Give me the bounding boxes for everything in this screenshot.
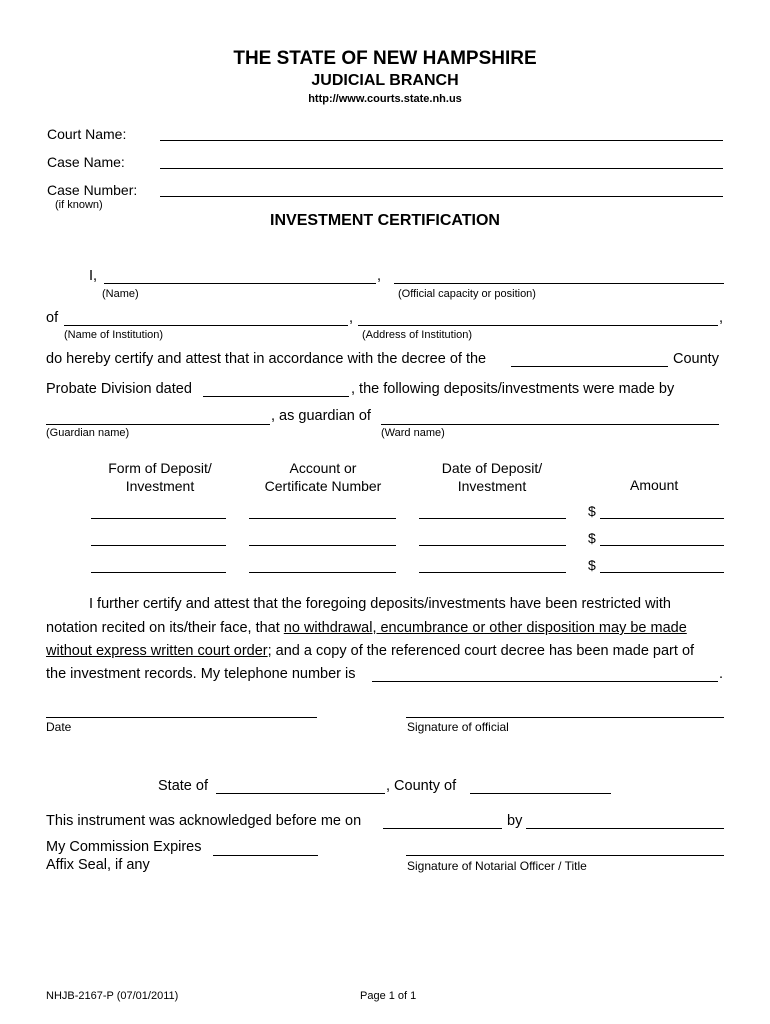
notary-signature-field[interactable] [406, 855, 724, 856]
decree-statement: do hereby certify and attest that in accordance with the decree of the [46, 351, 487, 367]
col-date-header [412, 459, 572, 495]
ward-caption: (Ward name) [381, 427, 445, 439]
telephone-field[interactable] [372, 681, 718, 682]
further-line4: the investment records. My telephone number is [46, 666, 356, 682]
row2-date-field[interactable] [419, 545, 566, 546]
commission-date-field[interactable] [213, 855, 318, 856]
col-date-header-line1: Date of Deposit/ [441, 460, 543, 476]
row3-amount-field[interactable] [600, 572, 724, 573]
decree-date-field[interactable] [203, 396, 349, 397]
state-of-label: State of [158, 778, 208, 794]
by-label: by [507, 813, 523, 829]
county-of-label: , County of [386, 778, 457, 794]
ward-name-field[interactable] [381, 424, 719, 425]
branch-title: JUDICIAL BRANCH [311, 72, 459, 89]
page-number: Page 1 of 1 [360, 990, 417, 1002]
address-comma: , [719, 310, 724, 326]
row1-form-field[interactable] [91, 518, 226, 519]
row3-date-field[interactable] [419, 572, 566, 573]
court-url: http://www.courts.state.nh.us [308, 93, 462, 105]
of-prefix: of [46, 310, 59, 326]
row3-account-field[interactable] [249, 572, 396, 573]
commission-label: My Commission Expires [46, 839, 202, 855]
court-name-label: Court Name: [47, 126, 127, 142]
date-field[interactable] [46, 717, 317, 718]
telephone-period: . [719, 666, 724, 682]
acknowledged-date-field[interactable] [383, 828, 502, 829]
name-field[interactable] [104, 283, 376, 284]
row2-amount-field[interactable] [600, 545, 724, 546]
case-number-field[interactable] [160, 196, 723, 197]
row1-date-field[interactable] [419, 518, 566, 519]
further-line3-plain: ; and a copy of the referenced court decree has been made part of [267, 643, 695, 659]
row3-dollar: $ [588, 557, 596, 573]
row3-form-field[interactable] [91, 572, 226, 573]
i-prefix: I, [89, 268, 98, 284]
further-line2-plain: notation recited on its/their face, that [46, 620, 284, 636]
row1-amount-field[interactable] [600, 518, 724, 519]
institution-comma: , [349, 310, 354, 326]
col-date-header-line2: Investment [457, 478, 527, 494]
form-title: INVESTMENT CERTIFICATION [270, 212, 500, 229]
further-line2 [46, 620, 687, 636]
capacity-caption: (Official capacity or position) [398, 288, 536, 300]
further-line2-underlined: no withdrawal, encumbrance or other disposition may be made [283, 620, 687, 636]
col-account-header-line2: Certificate Number [264, 478, 382, 494]
decree-county-field[interactable] [511, 366, 668, 367]
case-name-field[interactable] [160, 168, 723, 169]
if-known-caption: (if known) [55, 199, 103, 211]
deposits-text: , the following deposits/investments were made by [351, 381, 675, 397]
name-caption: (Name) [102, 288, 139, 300]
court-name-field[interactable] [160, 140, 723, 141]
guardian-caption: (Guardian name) [46, 427, 130, 439]
state-title: THE STATE OF NEW HAMPSHIRE [233, 48, 537, 69]
col-account-header [243, 459, 403, 495]
county-word: County [673, 351, 719, 367]
notary-county-field[interactable] [470, 793, 611, 794]
notary-signature-caption: Signature of Notarial Officer / Title [407, 859, 587, 873]
col-form-header-line2: Investment [125, 478, 195, 494]
acknowledged-by-field[interactable] [526, 828, 724, 829]
official-signature-field[interactable] [406, 717, 724, 718]
col-form-header-line1: Form of Deposit/ [108, 460, 212, 476]
institution-field[interactable] [64, 325, 348, 326]
affix-seal-text: Affix Seal, if any [46, 857, 150, 873]
further-line3 [46, 643, 694, 659]
date-caption: Date [46, 720, 72, 734]
row1-dollar: $ [588, 503, 596, 519]
guardian-of-text: , as guardian of [271, 408, 371, 424]
row2-form-field[interactable] [91, 545, 226, 546]
signature-caption: Signature of official [407, 720, 509, 734]
form-number: NHJB-2167-P (07/01/2011) [46, 990, 179, 1002]
guardian-name-field[interactable] [46, 424, 270, 425]
case-name-label: Case Name: [47, 154, 125, 170]
further-line3-underlined: without express written court order [46, 643, 268, 659]
row2-dollar: $ [588, 530, 596, 546]
col-account-header-line1: Account or [289, 460, 357, 476]
institution-caption: (Name of Institution) [64, 329, 164, 341]
address-caption: (Address of Institution) [362, 329, 473, 341]
case-number-label: Case Number: [47, 182, 138, 198]
row2-account-field[interactable] [249, 545, 396, 546]
acknowledged-text: This instrument was acknowledged before me on [46, 813, 362, 829]
address-field[interactable] [358, 325, 718, 326]
col-form-header [80, 459, 240, 495]
row1-account-field[interactable] [249, 518, 396, 519]
notary-state-field[interactable] [216, 793, 385, 794]
name-comma: , [377, 268, 382, 284]
capacity-field[interactable] [394, 283, 724, 284]
further-line1: I further certify and attest that the foregoing deposits/investments have been restricted with [89, 596, 671, 612]
col-amount-header: Amount [630, 477, 679, 493]
probate-text: Probate Division dated [46, 381, 192, 397]
